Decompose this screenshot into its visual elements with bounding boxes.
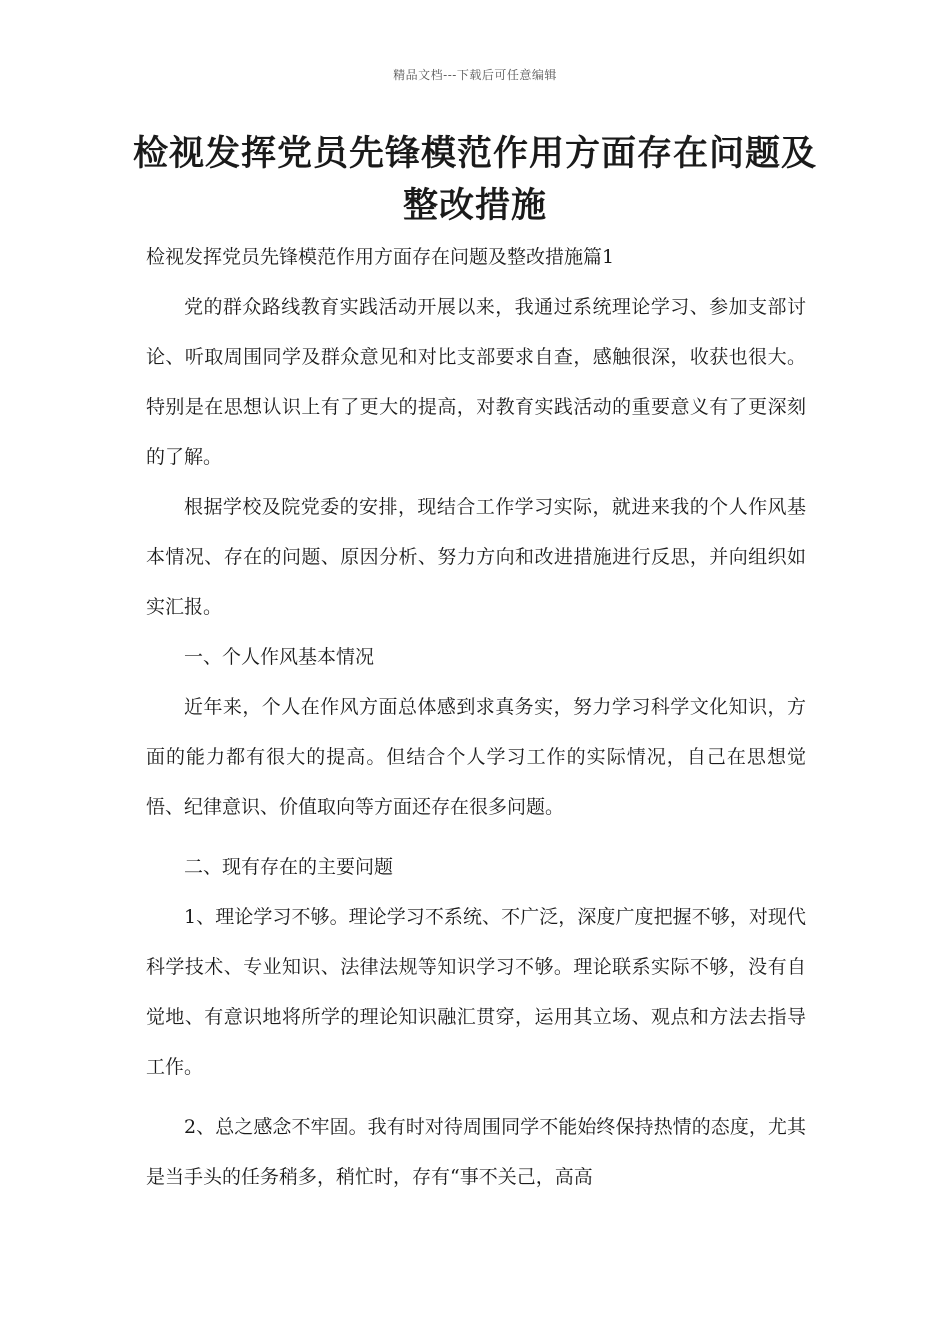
page-header: 精品文档---下载后可任意编辑 xyxy=(393,68,557,82)
section-heading-2: 二、现有存在的主要问题 xyxy=(184,856,394,878)
document-subtitle: 检视发挥党员先锋模范作用方面存在问题及整改措施篇1 xyxy=(146,246,615,268)
paragraph-problem-1: 1、理论学习不够。理论学习不系统、不广泛，深度广度把握不够，对现代科学技术、专业知识、法律法规等知识学习不够。理论联系实际不够，没有自觉地、有意识地将所学的理论知识融汇贯穿，运用其立场、观点和方法去指导工作。 xyxy=(146,906,806,1078)
document-title: 检视发挥党员先锋模范作用方面存在问题及整改措施 xyxy=(132,134,817,226)
paragraph-basic-situation: 近年来，个人在作风方面总体感到求真务实，努力学习科学文化知识，方面的能力都有很大的提高。但结合个人学习工作的实际情况，自己在思想觉悟、纪律意识、价值取向等方面还存在很多问题。 xyxy=(146,696,806,818)
paragraph-problem-2: 2、总之感念不牢固。我有时对待周围同学不能始终保持热情的态度，尤其是当手头的任务稍多，稍忙时，存有“事不关己，高高 xyxy=(146,1116,806,1188)
document-body xyxy=(146,232,806,1202)
paragraph-intro: 党的群众路线教育实践活动开展以来，我通过系统理论学习、参加支部讨论、听取周围同学及群众意见和对比支部要求自查，感触很深，收获也很大。特别是在思想认识上有了更大的提高，对教育实践活动的重要意义有了更深刻的了解。 xyxy=(146,296,806,468)
section-heading-1: 一、个人作风基本情况 xyxy=(184,646,375,668)
paragraph-arrangement: 根据学校及院党委的安排，现结合工作学习实际，就进来我的个人作风基本情况、存在的问题、原因分析、努力方向和改进措施进行反思，并向组织如实汇报。 xyxy=(146,496,806,618)
